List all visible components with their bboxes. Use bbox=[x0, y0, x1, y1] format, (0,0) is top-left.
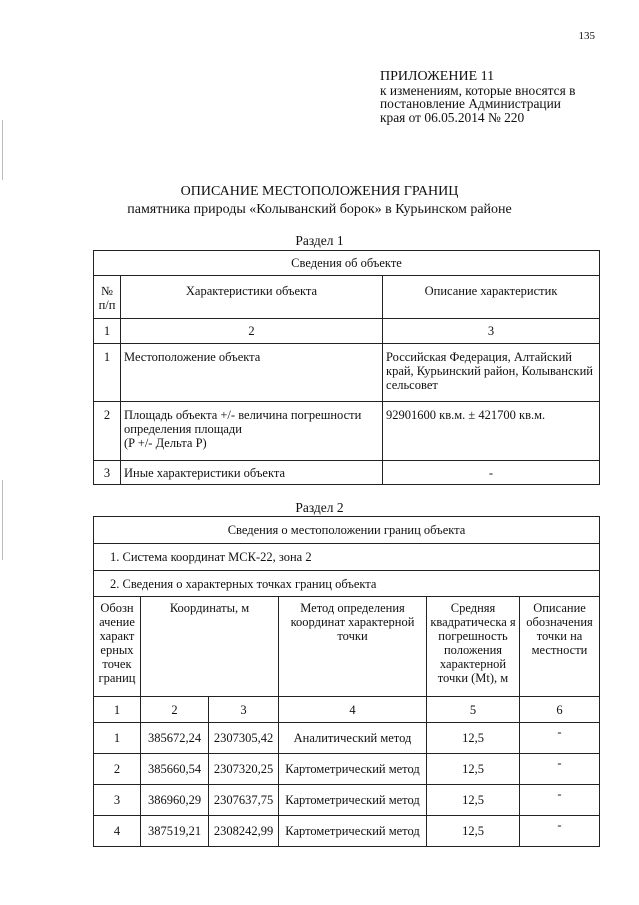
points-title: 2. Сведения о характерных точках границ объекта bbox=[94, 571, 600, 597]
characteristic-cell: Местоположение объекта bbox=[121, 344, 383, 402]
column-number-cell: 3 bbox=[209, 697, 279, 723]
column-number-cell: 6 bbox=[520, 697, 600, 723]
point-x: 386960,29 bbox=[141, 785, 209, 816]
col-header-designation: Обозн ачение характ ерных точек границ bbox=[94, 597, 141, 697]
table-row bbox=[94, 344, 600, 402]
point-y: 2307637,75 bbox=[209, 785, 279, 816]
appendix-line: края от 06.05.2014 № 220 bbox=[380, 109, 525, 125]
col-header-characteristic: Характеристики объекта bbox=[121, 276, 383, 319]
col-header-description: Описание характеристик bbox=[383, 276, 600, 319]
point-error: 12,5 bbox=[427, 723, 520, 754]
point-error: 12,5 bbox=[427, 754, 520, 785]
appendix-title: ПРИЛОЖЕНИЕ 11 bbox=[380, 69, 495, 84]
col-header-coordinates: Координаты, м bbox=[141, 597, 279, 697]
description-cell: - bbox=[383, 461, 600, 485]
column-number-cell: 1 bbox=[94, 697, 141, 723]
point-description: - bbox=[520, 816, 600, 847]
section1-table bbox=[93, 250, 600, 485]
point-id: 3 bbox=[94, 785, 141, 816]
point-y: 2308242,99 bbox=[209, 816, 279, 847]
point-description: - bbox=[520, 723, 600, 754]
section2-label: Раздел 2 bbox=[295, 500, 344, 515]
table-row bbox=[94, 816, 600, 847]
coordinate-system: 1. Система координат МСК-22, зона 2 bbox=[94, 544, 600, 571]
document-title-sub: памятника природы «Колыванский борок» в Курьинском районе bbox=[127, 202, 512, 217]
section1-label: Раздел 1 bbox=[295, 233, 344, 248]
description-cell: Российская Федерация, Алтайский край, Курьинский район, Колыванский сельсовет bbox=[383, 344, 600, 402]
point-x: 385660,54 bbox=[141, 754, 209, 785]
column-number-cell: 2 bbox=[141, 697, 209, 723]
row-number: 2 bbox=[94, 402, 121, 461]
col-header-error: Средняя квадратическа я погрешность положения характерной точки (Mt), м bbox=[427, 597, 520, 697]
page-number: 135 bbox=[578, 30, 595, 42]
description-cell: 92901600 кв.м. ± 421700 кв.м. bbox=[383, 402, 600, 461]
section1-header: Сведения об объекте bbox=[94, 251, 600, 276]
col-header-point-description: Описание обозначения точки на местности bbox=[520, 597, 600, 697]
table-row bbox=[94, 785, 600, 816]
document-title-main: ОПИСАНИЕ МЕСТОПОЛОЖЕНИЯ ГРАНИЦ bbox=[180, 184, 459, 199]
point-description: - bbox=[520, 754, 600, 785]
point-id: 4 bbox=[94, 816, 141, 847]
point-y: 2307305,42 bbox=[209, 723, 279, 754]
point-method: Аналитический метод bbox=[279, 723, 427, 754]
point-method: Картометрический метод bbox=[279, 785, 427, 816]
scan-edge-mark bbox=[2, 120, 3, 180]
column-number-cell: 1 bbox=[94, 319, 121, 344]
column-number-cell: 4 bbox=[279, 697, 427, 723]
point-x: 385672,24 bbox=[141, 723, 209, 754]
col-header-method: Метод определения координат характерной точки bbox=[279, 597, 427, 697]
table-row bbox=[94, 461, 600, 485]
characteristic-cell: Площадь объекта +/- величина погрешности определения площади (P +/- Дельта P) bbox=[121, 402, 383, 461]
point-method: Картометрический метод bbox=[279, 754, 427, 785]
appendix-line: постановление Администрации bbox=[380, 96, 561, 111]
characteristic-cell: Иные характеристики объекта bbox=[121, 461, 383, 485]
point-y: 2307320,25 bbox=[209, 754, 279, 785]
document-title bbox=[0, 183, 639, 219]
appendix-block bbox=[380, 70, 620, 124]
table-row bbox=[94, 723, 600, 754]
row-number: 3 bbox=[94, 461, 121, 485]
appendix-line: к изменениям, которые вносятся в bbox=[380, 82, 576, 98]
point-x: 387519,21 bbox=[141, 816, 209, 847]
column-number-cell: 2 bbox=[121, 319, 383, 344]
point-method: Картометрический метод bbox=[279, 816, 427, 847]
table-row bbox=[94, 402, 600, 461]
point-description: - bbox=[520, 785, 600, 816]
section2-table bbox=[93, 516, 600, 847]
section2-header: Сведения о местоположении границ объекта bbox=[94, 517, 600, 544]
table-row bbox=[94, 754, 600, 785]
point-error: 12,5 bbox=[427, 785, 520, 816]
col-header-number: № п/п bbox=[94, 276, 121, 319]
column-number-cell: 3 bbox=[383, 319, 600, 344]
column-number-cell: 5 bbox=[427, 697, 520, 723]
point-id: 1 bbox=[94, 723, 141, 754]
point-error: 12,5 bbox=[427, 816, 520, 847]
row-number: 1 bbox=[94, 344, 121, 402]
point-id: 2 bbox=[94, 754, 141, 785]
scan-edge-mark bbox=[2, 480, 3, 560]
